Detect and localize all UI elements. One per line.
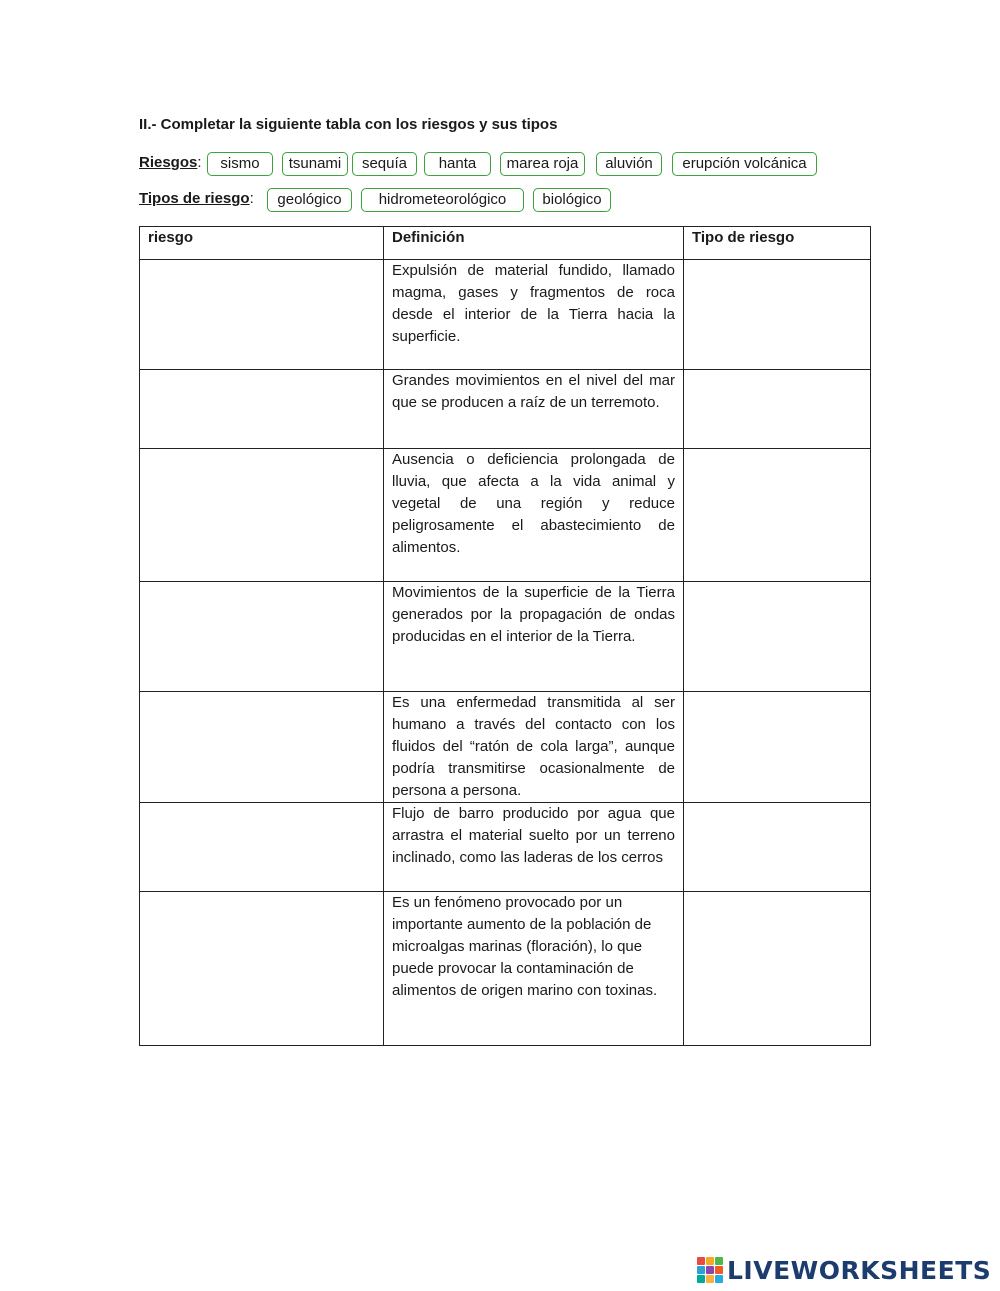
riesgos-label: Riesgos:: [139, 154, 202, 171]
definition-cell: Ausencia o deficiencia prolongada de lluvia, que afecta a la vida animal y vegetal de una región y reduce peligrosamente el abastecimiento de alimentos.: [384, 449, 684, 582]
table-row: [140, 892, 871, 1046]
definition-cell: Grandes movimientos en el nivel del mar que se producen a raíz de un terremoto.: [384, 370, 684, 449]
tipo-answer-cell[interactable]: [684, 370, 871, 449]
header-riesgo: riesgo: [140, 227, 384, 260]
riesgo-answer-cell[interactable]: [140, 449, 384, 582]
logo-square: [697, 1257, 705, 1265]
riesgo-answer-cell[interactable]: [140, 260, 384, 370]
definition-cell: Flujo de barro producido por agua que arrastra el material suelto por un terreno inclinado, como las laderas de los cerros: [384, 803, 684, 892]
word-chip-marea-roja[interactable]: marea roja: [500, 152, 585, 176]
definition-cell: Expulsión de material fundido, llamado magma, gases y fragmentos de roca desde el interior de la Tierra hacia la superficie.: [384, 260, 684, 370]
riesgo-answer-cell[interactable]: [140, 892, 384, 1046]
tipos-label: Tipos de riesgo:: [139, 190, 254, 207]
logo-square: [706, 1257, 714, 1265]
riesgo-answer-cell[interactable]: [140, 803, 384, 892]
table-row: [140, 370, 871, 449]
logo-square: [715, 1275, 723, 1283]
definition-cell: Es un fenómeno provocado por un importante aumento de la población de microalgas marinas (floración), lo que puede provocar la contaminación de alimentos de origen marino con toxinas.: [384, 892, 684, 1046]
word-chip-biologico[interactable]: biológico: [533, 188, 611, 212]
page-title: II.- Completar la siguiente tabla con los riesgos y sus tipos: [139, 116, 558, 133]
liveworksheets-logo: [697, 1255, 991, 1285]
table-row: [140, 692, 871, 803]
definition-cell: Es una enfermedad transmitida al ser humano a través del contacto con los fluidos del “ratón de cola larga”, aunque podría transmitirse ocasionalmente de persona a persona.: [384, 692, 684, 803]
logo-square: [715, 1266, 723, 1274]
table-row: [140, 260, 871, 370]
table-row: [140, 803, 871, 892]
header-tipo-de-riesgo: Tipo de riesgo: [684, 227, 871, 260]
logo-grid-icon: [697, 1257, 723, 1283]
word-chip-sequia[interactable]: sequía: [352, 152, 417, 176]
logo-square: [706, 1275, 714, 1283]
word-chip-tsunami[interactable]: tsunami: [282, 152, 348, 176]
logo-square: [697, 1275, 705, 1283]
logo-square: [715, 1257, 723, 1265]
tipo-answer-cell[interactable]: [684, 260, 871, 370]
tipo-answer-cell[interactable]: [684, 803, 871, 892]
tipo-answer-cell[interactable]: [684, 449, 871, 582]
logo-square: [697, 1266, 705, 1274]
risk-table: [139, 226, 871, 1046]
header-definicion: Definición: [384, 227, 684, 260]
word-chip-hanta[interactable]: hanta: [424, 152, 491, 176]
tipo-answer-cell[interactable]: [684, 692, 871, 803]
word-chip-aluvion[interactable]: aluvión: [596, 152, 662, 176]
definition-cell: Movimientos de la superficie de la Tierra generados por la propagación de ondas producidas en el interior de la Tierra.: [384, 582, 684, 692]
table-header-row: [140, 227, 871, 260]
table-row: [140, 582, 871, 692]
word-chip-sismo[interactable]: sismo: [207, 152, 273, 176]
word-chip-erupcion-volcanica[interactable]: erupción volcánica: [672, 152, 817, 176]
riesgo-answer-cell[interactable]: [140, 370, 384, 449]
riesgo-answer-cell[interactable]: [140, 582, 384, 692]
logo-square: [706, 1266, 714, 1274]
word-chip-hidrometeorologico[interactable]: hidrometeorológico: [361, 188, 524, 212]
tipo-answer-cell[interactable]: [684, 582, 871, 692]
table-row: [140, 449, 871, 582]
riesgo-answer-cell[interactable]: [140, 692, 384, 803]
word-chip-geologico[interactable]: geológico: [267, 188, 352, 212]
logo-text: LIVEWORKSHEETS: [727, 1255, 992, 1285]
tipo-answer-cell[interactable]: [684, 892, 871, 1046]
